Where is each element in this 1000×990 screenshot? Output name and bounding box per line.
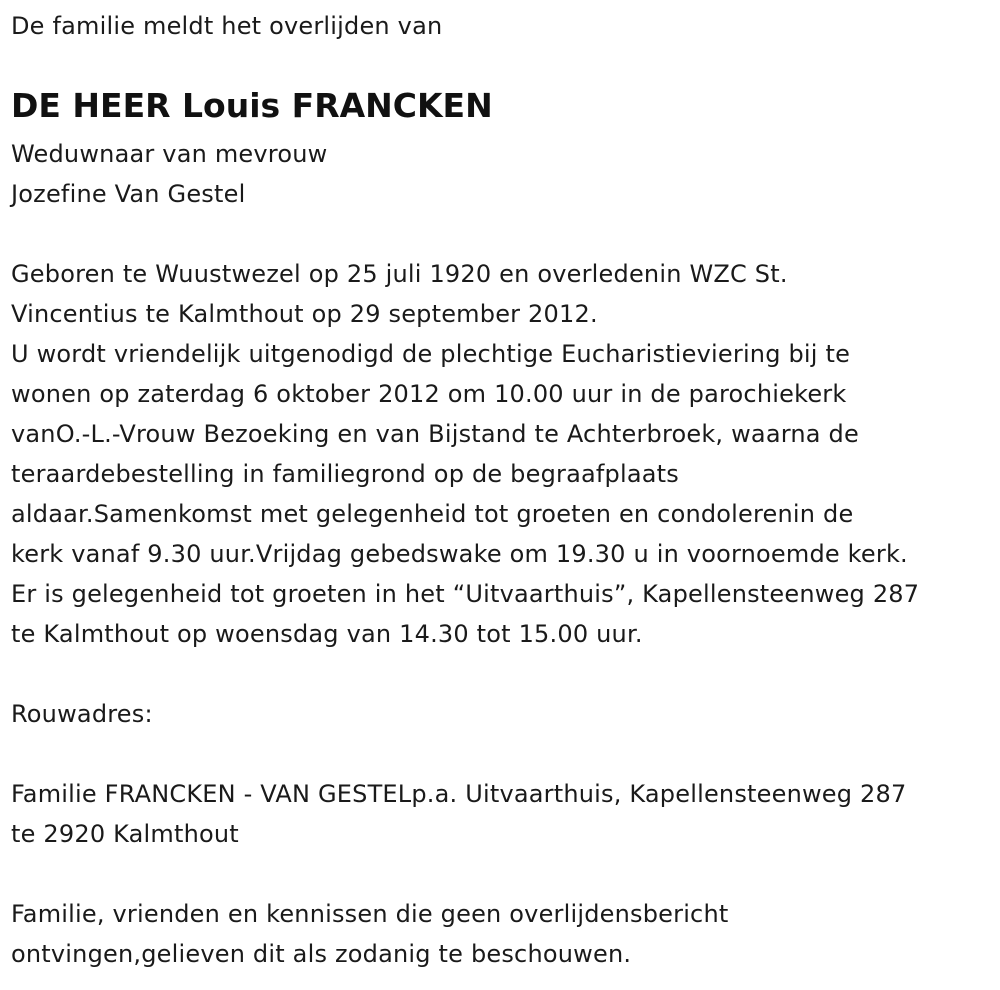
deceased-name: DE HEER Louis FRANCKEN <box>11 86 493 125</box>
address-label-block <box>11 694 153 734</box>
body-line: U wordt vriendelijk uitgenodigd de plechtige Eucharistieviering bij te <box>11 340 851 368</box>
spouse-line: Weduwnaar van mevrouw <box>11 140 328 168</box>
closing-line: Familie, vrienden en kennissen die geen overlijdensbericht <box>11 900 729 928</box>
body-line: teraardebestelling in familiegrond op de begraafplaats <box>11 460 679 488</box>
spouse-line: Jozefine Van Gestel <box>11 180 246 208</box>
address-line: te 2920 Kalmthout <box>11 820 239 848</box>
body-line: vanO.-L.-Vrouw Bezoeking en van Bijstand te Achterbroek, waarna de <box>11 420 859 448</box>
closing-line: ontvingen,gelieven dit als zodanig te beschouwen. <box>11 940 632 968</box>
address-block <box>11 774 906 854</box>
body-line: Geboren te Wuustwezel op 25 juli 1920 en overledenin WZC St. <box>11 260 788 288</box>
body-line: aldaar.Samenkomst met gelegenheid tot groeten en condolerenin de <box>11 500 854 528</box>
address-line: Familie FRANCKEN - VAN GESTELp.a. Uitvaarthuis, Kapellensteenweg 287 <box>11 780 907 808</box>
body-line: kerk vanaf 9.30 uur.Vrijdag gebedswake om 19.30 u in voornoemde kerk. <box>11 540 908 568</box>
body-line: te Kalmthout op woensdag van 14.30 tot 15.00 uur. <box>11 620 643 648</box>
body-line: wonen op zaterdag 6 oktober 2012 om 10.00 uur in de parochiekerk <box>11 380 847 408</box>
body-line: Vincentius te Kalmthout op 29 september 2012. <box>11 300 598 328</box>
body-text-block <box>11 254 919 654</box>
intro-text: De familie meldt het overlijden van <box>11 12 443 40</box>
spouse-block <box>11 134 327 214</box>
address-label: Rouwadres: <box>11 700 153 728</box>
closing-block <box>11 894 728 974</box>
body-line: Er is gelegenheid tot groeten in het “Uitvaarthuis”, Kapellensteenweg 287 <box>11 580 920 608</box>
